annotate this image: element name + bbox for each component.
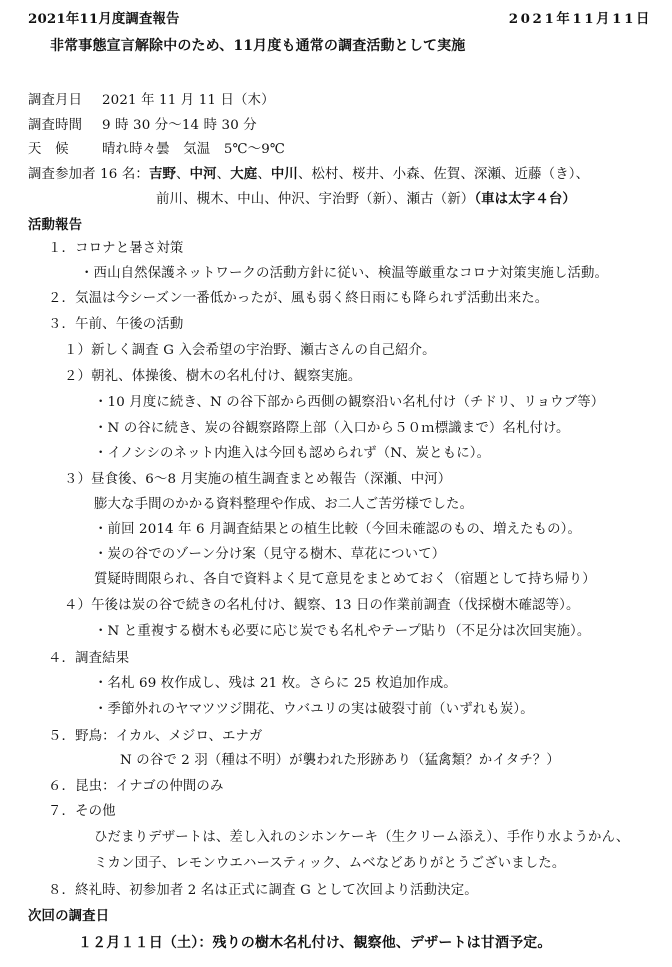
participants-row-2 <box>156 190 576 209</box>
sub-item-2-bullet-1: ・10 月度に続き、N の谷下部から西側の観察沿い名札付け（チドリ、リョウブ等） <box>94 395 605 410</box>
participant-segment: 、松村、桜井、小森、佐賀、深瀬、近藤（き）、 <box>297 167 590 182</box>
participant-segment: 吉野 <box>148 166 177 182</box>
participant-segment: 大庭 <box>230 166 258 182</box>
sub-item-1: １）新しく調査 G 入会希望の宇治野、瀬古さんの自己紹介。 <box>64 343 436 358</box>
activity-item-6: ６．昆虫：イナゴの仲間のみ <box>48 779 224 794</box>
sub-item-2-bullet-3: ・イノシシのネット内進入は今回も認められず（N、炭ともに）。 <box>94 446 491 461</box>
next-survey-heading: 次回の調査日 <box>28 908 110 924</box>
sub-item-4: ４）午後は炭の谷で続きの名札付け、観察、13 日の作業前調査（伐採樹木確認等）。 <box>64 598 580 613</box>
sub-item-3-bullet-2: ・炭の谷でのゾーン分け案（見守る樹木、草花について） <box>94 547 446 562</box>
sub-item-3-text-2: 質疑時間限られ、各自で資料よく見て意見をまとめておく（宿題として持ち帰り） <box>94 572 596 587</box>
weather-label: 天 候 <box>28 142 69 157</box>
activity-item-7-text-2: ミカン団子、レモンウエハースティック、ムベなどありがとうございました。 <box>94 856 566 871</box>
survey-date-label: 調査月日 <box>28 93 83 108</box>
participants-label: 調査参加者 16 名： <box>28 167 149 182</box>
activity-item-5: ５．野鳥：イカル、メジロ、エナガ <box>48 729 263 744</box>
sub-item-3: ３）昼食後、6～8 月実施の植生調査まとめ報告（深瀬、中河） <box>64 472 452 487</box>
activity-item-7: ７．その他 <box>48 804 116 819</box>
survey-time-label: 調査時間 <box>28 118 83 133</box>
sub-item-3-bullet-1: ・前回 2014 年 6 月調査結果との植生比較（今回未確認のもの、増えたもの）。 <box>94 522 582 537</box>
activity-item-4-bullet-2: ・季節外れのヤマツツジ開花、ウバユリの実は破裂寸前（いずれも炭）。 <box>94 702 534 717</box>
participants-list-line2 <box>156 192 576 207</box>
participants-row <box>28 165 589 184</box>
participant-segment: 前川、槻木、中山、仲沢、宇治野（新）、瀬古（新） <box>156 192 475 207</box>
survey-time-row <box>28 117 257 135</box>
activity-item-4-bullet-1: ・名札 69 枚作成し、残は 21 枚。さらに 25 枚追加作成。 <box>94 676 457 691</box>
sub-item-2-bullet-2: ・N の谷に続き、炭の谷観察路際上部（入口から５０ｍ標識まで）名札付け。 <box>94 421 570 436</box>
report-date: 2021年11月11日 <box>508 11 652 27</box>
activity-item-7-text-1: ひだまりデザートは、差し入れのシホンケーキ（生クリーム添え）、手作り水ようかん、 <box>94 830 630 845</box>
activity-item-2: ２．気温は今シーズン一番低かったが、風も弱く終日雨にも降られず活動出来た。 <box>48 291 549 306</box>
survey-date-value: 2021 年 11 月 11 日（木） <box>102 93 275 108</box>
weather-row <box>28 141 285 159</box>
participant-segment: 中川 <box>270 166 298 182</box>
participants-list-line1 <box>149 167 589 182</box>
activity-item-8: ８．終礼時、初参加者 2 名は正式に調査 G として次回より活動決定。 <box>48 883 478 898</box>
activity-item-3: ３．午前、午後の活動 <box>48 317 184 332</box>
report-subtitle: 非常事態宣言解除中のため、11月度も通常の調査活動として実施 <box>50 38 466 54</box>
activity-item-1-note: ・西山自然保護ネットワークの活動方針に従い、検温等厳重なコロナ対策実施し活動。 <box>80 266 609 281</box>
sub-item-4-bullet-1: ・N と重複する樹木も必要に応じ炭でも名札やテープ貼り（不足分は次回実施）。 <box>94 624 591 639</box>
participant-segment: （車は太字４台） <box>474 191 576 207</box>
participant-segment: 中河 <box>189 166 217 182</box>
survey-date-row <box>28 92 275 110</box>
participant-segment: 、 <box>176 167 190 182</box>
weather-value: 晴れ時々曇 気温 5℃～9℃ <box>102 142 286 157</box>
participant-segment: 、 <box>257 167 271 182</box>
report-title: 2021年11月度調査報告 <box>28 11 180 27</box>
activity-heading: 活動報告 <box>28 217 83 233</box>
activity-item-1: １．コロナと暑さ対策 <box>48 241 184 256</box>
next-survey-text: １２月１１日（土）：残りの樹木名札付け、観察他、デザートは甘酒予定。 <box>78 935 552 951</box>
activity-item-5-text: N の谷で 2 羽（種は不明）が襲われた形跡あり（猛禽類？かイタチ？） <box>120 753 560 768</box>
activity-item-4: ４．調査結果 <box>48 651 130 666</box>
participant-segment: 、 <box>216 167 231 182</box>
survey-time-value: 9 時 30 分～14 時 30 分 <box>102 118 257 133</box>
sub-item-3-text-1: 膨大な手間のかかる資料整理や作成、お二人ご苦労様でした。 <box>94 497 474 512</box>
sub-item-2: ２）朝礼、体操後、樹木の名札付け、観察実施。 <box>64 369 362 384</box>
